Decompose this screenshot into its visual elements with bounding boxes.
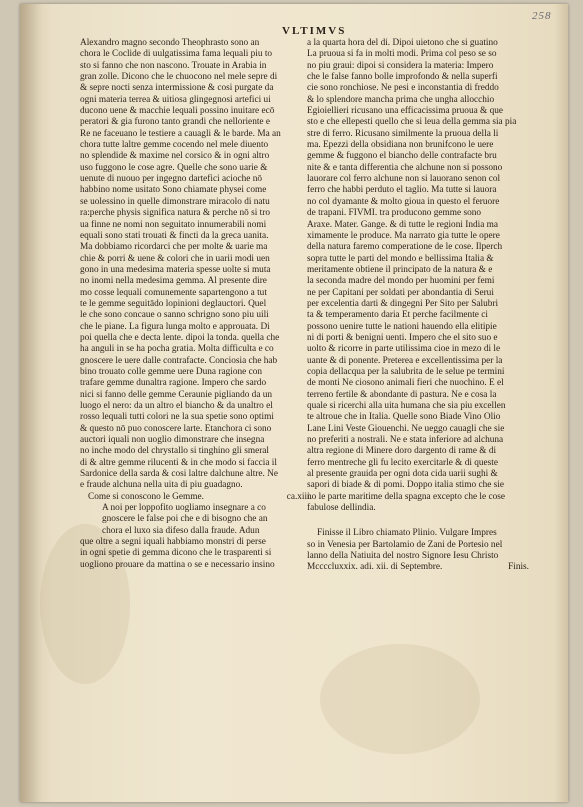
colophon-line: lanno della Natiuita del nostro Signore Iesu Christo — [307, 551, 499, 562]
text-line: altra regione di Minere doro dargento di rame & di — [307, 446, 497, 457]
text-line: gemme & fuggono el biancho delle contrafacte bru — [307, 151, 497, 162]
text-line: sto e che ellepesti quello che si leua della gemma sia pia — [307, 117, 517, 128]
text-line: uogliono prouare da mattina o se e necessario insino — [80, 559, 275, 570]
text-line: bino trouato colle gemme uere Duna ragione con — [80, 366, 262, 377]
text-line: che le piane. La figura lunga molto e approuata. Di — [80, 321, 270, 332]
text-line: mo cosse lequali comunemente sapartengono a tut — [80, 287, 267, 298]
text-line: se uolessino in quelle dimonstrare miracolo di natu — [80, 196, 270, 207]
text-line: che le false fanno bolle improfondo & nella superfi — [307, 72, 498, 83]
text-line: lauorare col ferro alchune non si lauorano senon col — [307, 174, 501, 185]
text-line: chora tutte laltre gemme cocendo nel mele diuento — [80, 140, 269, 151]
text-line: al presente grauida per ogni dota cida uarii sughi & — [307, 469, 498, 480]
running-head: VLTIMVS — [282, 25, 347, 37]
text-line: & questo nō puo conoscere larte. Etanchora ci sono — [80, 423, 272, 434]
book-page — [20, 4, 568, 802]
text-line: ne per Capitani per soldati per abondantia di Serui — [307, 287, 494, 298]
text-line: ha anguli in se ha pocha gratia. Molta difficulta e co — [80, 344, 274, 355]
text-line: luogo el nero: da un altro el biancho & da unaltro el — [80, 401, 273, 411]
text-line: la seconda madre del mondo per huomini per femi — [307, 276, 495, 287]
text-line: chora el luxo sia difeso dalla fraude. Adun — [102, 525, 260, 536]
paragraph-gap — [307, 514, 539, 528]
text-line: della natura faremo comperatione de le cose. Ilperch — [307, 242, 503, 253]
right-column — [307, 38, 539, 574]
text-line: no preferiti a nostrali. Ne e stata inferiore ad alchuna — [307, 435, 504, 446]
text-line: copia dellacqua per la salubrita de le selue pe termini — [307, 366, 505, 377]
text-line: gnoscere le uere dalle contrafacte. Conciosia che hab — [80, 355, 278, 366]
text-line: uante & di ponente. Preterea e excellentissima per la — [307, 355, 503, 366]
text-line: poi quella che e decta lente. dipoi la tonda. quella che — [80, 332, 280, 343]
text-line: auctori iquali non uoglio dimonstrare che insegna — [80, 435, 265, 446]
text-line: peratori & gia furono tanto grandi che nelloriente e — [80, 117, 270, 128]
text-line: in ogni spetie di gemma dicono che le trasparenti si — [80, 548, 272, 559]
text-line: sopra tutte le parti del mondo e bellissima Italia & — [307, 253, 494, 264]
text-line: Araxe. Mater. Gange. & di tutte le regioni India ma — [307, 219, 499, 230]
text-line: ducono uene & macchie lequali possino inuitare ecō — [80, 106, 275, 117]
page-edge — [554, 4, 568, 802]
text-line: per excelentia darti & dingegni Per Sito per Salubri — [307, 298, 499, 309]
text-line: ua finne ne nomi non seguitato innumerabili nomi — [80, 219, 267, 230]
text-line: ferro che habbi perduto el taglio. Ma tutte si lauora — [307, 185, 497, 196]
text-line: stre di ferro. Ricusano similmente la pruoua della li — [307, 128, 499, 139]
text-line: sto si fanno che non nascono. Trouate in Arabia in — [80, 60, 267, 71]
text-line: nici si fanno delle gemme Ceraunie pigliando da un — [80, 389, 273, 400]
section-heading-title: Come si conoscono le Gemme. — [88, 491, 204, 502]
text-line: gono in una medesima materia spesse uolte si muta — [80, 264, 271, 275]
text-line: terreno fertile & abondante di pastura. Ne e cosa la — [307, 389, 497, 400]
text-line: e fraude alchuna nella uita di piu guadagno. — [80, 480, 243, 491]
colophon-line — [307, 562, 539, 573]
text-line: ni di porti & benigni uenti. Impero che el sito suo e — [307, 332, 498, 343]
text-line: A noi per loppofito uogliamo insegnare a co — [102, 503, 266, 514]
text-line: ximamente le produce. Ma narrato gia tutte le opere — [307, 230, 500, 241]
text-line: & lo splendore mancha prima che ungha allocchio — [307, 94, 495, 105]
text-line: Sardonice della sarda & cosi laltre dalchune altre. Ne — [80, 469, 278, 480]
text-line: Egioiellieri ricusano una efficacissima pruoua & que — [307, 106, 504, 117]
text-line: equali sono stati trouati & fincti da la greca uanita. — [80, 230, 269, 241]
text-line: que oltre a segni iquali habbiamo monstri di perse — [80, 537, 266, 548]
text-line: Lane Lini Veste Giouenchi. Ne ueggo cauagli che sie — [307, 423, 505, 434]
text-line: te altroue che in Italia. Quelle sono Biade Vino Olio — [307, 412, 501, 423]
colophon-date: Mccccluxxix. adi. xii. di Septembre. — [307, 562, 443, 573]
text-line: no splendide & maxime nel corsico & in ogni altro — [80, 151, 270, 162]
finis-text: Finis. — [508, 562, 529, 573]
text-line: quale si ricerchi alla uita humana che sia piu excellen — [307, 401, 506, 411]
text-line: no inche modo del chrystallo si tinghino gli smeral — [80, 446, 270, 457]
text-line: de monti Ne ciosono animali fieri che nuochino. E el — [307, 378, 504, 389]
text-line: no le parte maritime della spagna excepto che le cose — [307, 491, 505, 502]
text-line: Alexandro magno secondo Theophrasto sono an — [80, 38, 260, 48]
text-line: di & altre gemme rilucenti & in che modo si faccia il — [80, 457, 277, 468]
text-line: nite & e tanta differentia che alchune non si possono — [307, 162, 503, 173]
colophon-line: so in Venesia per Bartolamio de Zani de Portesio nel — [307, 539, 503, 550]
text-line: gran zolle. Dicono che le chuocono nel mele sepre di — [80, 72, 278, 83]
text-line: habbino nome usitato Sono chiamate physei come — [80, 185, 267, 196]
colophon-line: Finisse il Libro chiamato Plinio. Vulgare Impres — [317, 528, 497, 539]
text-line: trafare gemme dunaltra ragione. Impero che sardo — [80, 378, 267, 389]
text-line: ra:perche physis significa natura & perche nō si tro — [80, 208, 271, 219]
text-line: te le gemme seguitādo lopinioni deglauctori. Quel — [80, 298, 267, 309]
text-line: a la quarta hora del di. Dipoi uietono che si guatino — [307, 38, 498, 48]
text-line: de trapani. FIVMI. tra producono gemme sono — [307, 208, 482, 219]
colophon — [307, 528, 539, 573]
text-line: gnoscere le false poi che e di bisogno che an — [102, 514, 268, 525]
text-line: no piu graui: dipoi si considera la materia: Impero — [307, 60, 494, 71]
text-line: ogni materia terrea & uitiosa glingegnosi artefici ui — [80, 94, 271, 105]
text-line: fabulose dellindia. — [307, 503, 376, 514]
folio-number: 258 — [532, 10, 552, 22]
text-line: ma. Epezzi della obsidiana non brunifcono le uere — [307, 140, 494, 151]
text-line: possono uenire tutte le nationi hauendo ella elitipie — [307, 321, 497, 332]
left-column — [80, 38, 312, 571]
text-line: chie & porri & uene & colori che in uarii modi uen — [80, 253, 270, 264]
text-line: uolto & ricorre in parte utilissima cioe in mezo di le — [307, 344, 501, 355]
text-line: no inomi nella medesima gemma. Al presente dire — [80, 276, 267, 287]
page-gutter-shadow — [20, 4, 42, 802]
text-line: uenute di nuouo per ingegno dartefici acioche nō — [80, 174, 262, 185]
text-line: ta & temperamento daria Et perche facilmente ci — [307, 310, 488, 321]
text-line: & sepre nocti senza intermissione & cosi purgate da — [80, 83, 274, 94]
text-line: no col dyamante & molto gioua in questo el feruore — [307, 196, 500, 207]
page-stain — [320, 644, 480, 754]
text-line: La pruoua si fa in molti modi. Prima col peso se so — [307, 49, 497, 60]
text-line: ferro mentreche gli fu lecito exercitarle & di queste — [307, 457, 499, 468]
text-line: cie sono ronchiose. Ne pesi e inconstantia di freddo — [307, 83, 499, 94]
text-line: Ma dobbiamo ricordarci che per molte & uarie ma — [80, 242, 268, 253]
text-line: meritamente obtiene il principato de la natura & e — [307, 264, 493, 275]
chapter-number: ca.xiii. — [286, 491, 312, 502]
section-heading — [80, 492, 312, 503]
text-line: sapori di biade & di pomi. Doppo italia stimo che sie — [307, 480, 505, 491]
text-line: uso fuggono le cose agre. Quelle che sono uarie & — [80, 162, 268, 173]
text-line: rosso lequali tutti colori ne la sua spetie sono optimi — [80, 412, 274, 423]
text-line: chora le Coclide di uulgatissima fama lequali piu to — [80, 49, 273, 60]
text-line: le che sono concaue o sanno schrigno sono piu uili — [80, 310, 269, 321]
text-line: Re ne faceuano le testiere a cauagli & le barde. Ma an — [80, 128, 281, 139]
